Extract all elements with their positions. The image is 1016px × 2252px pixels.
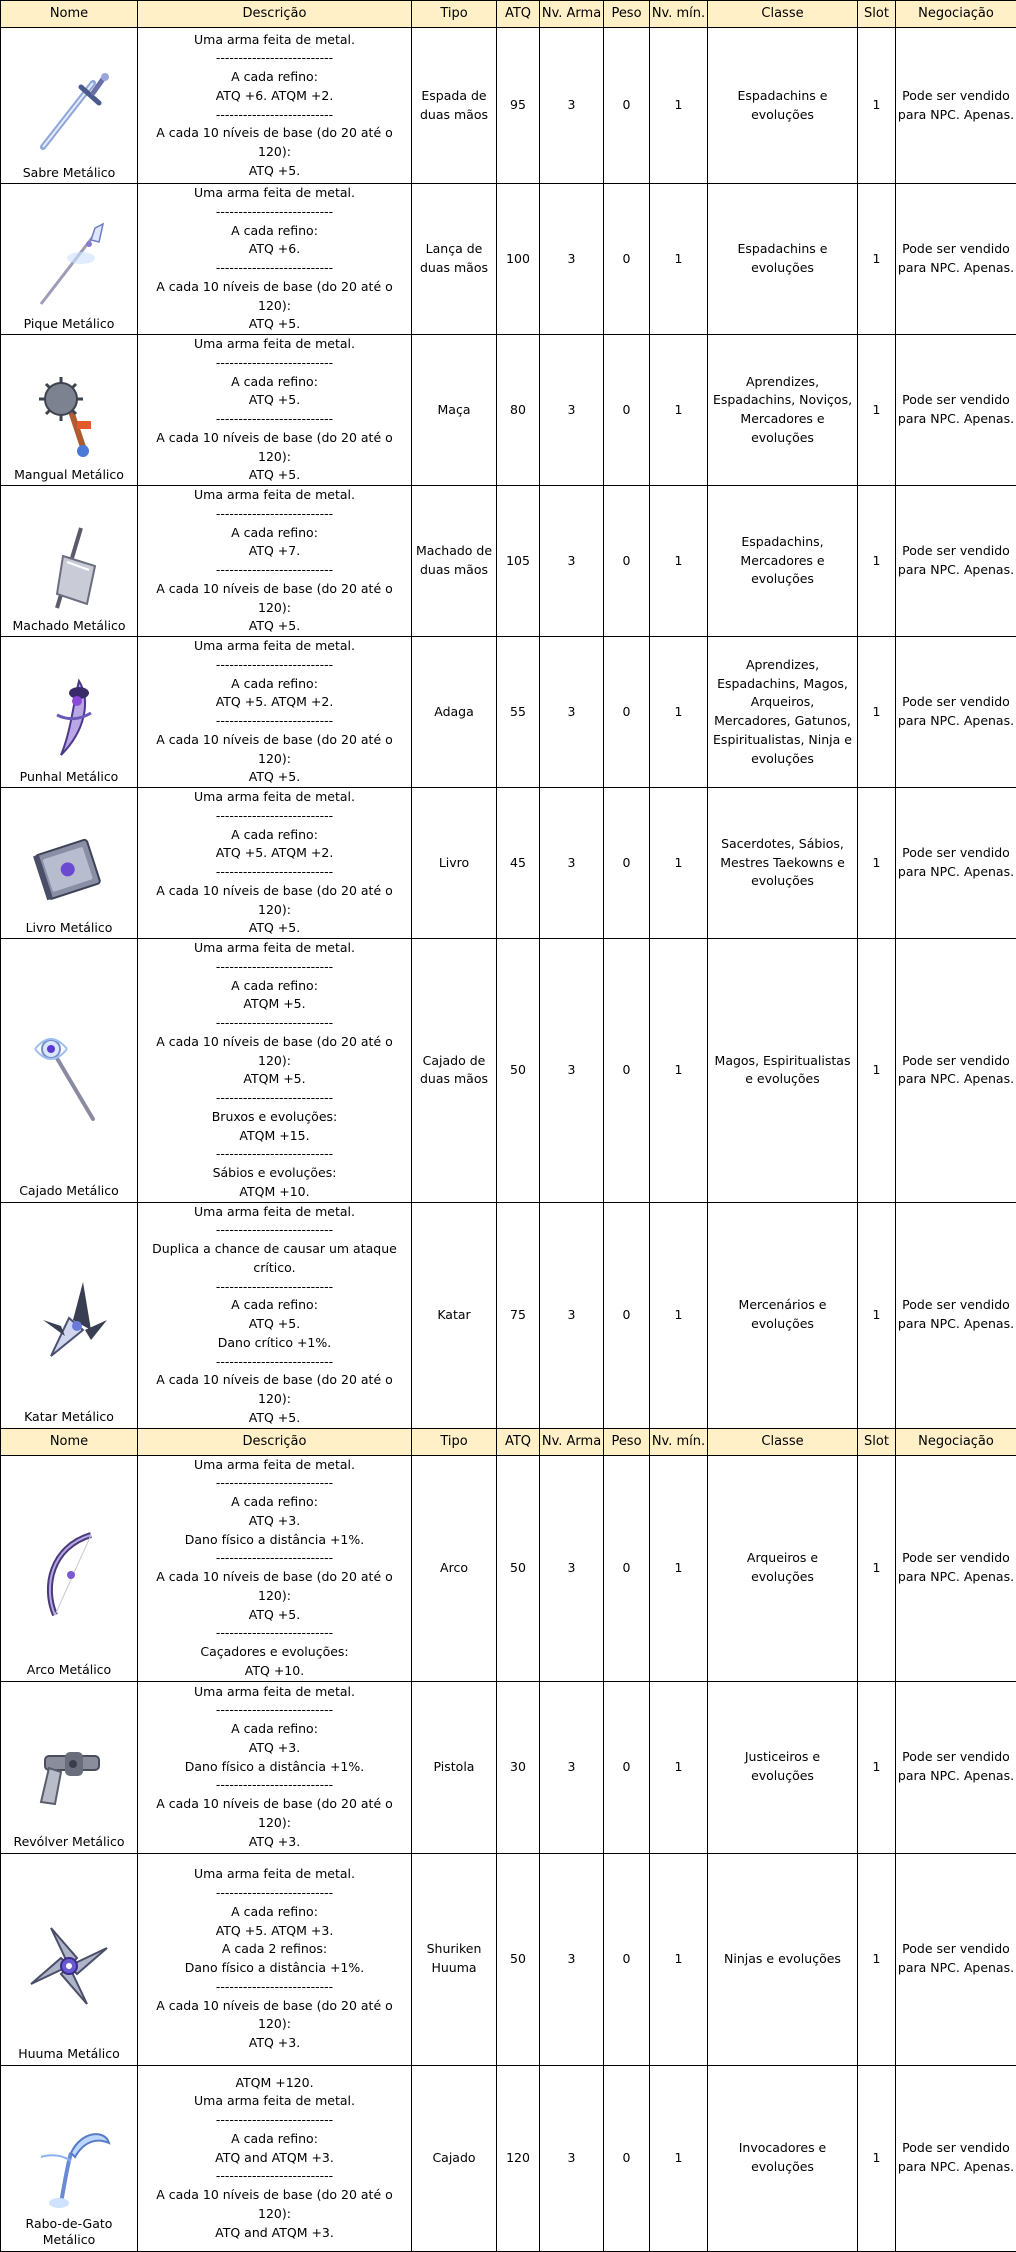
item-name-cell [1, 1455, 138, 1681]
item-description-cell [138, 1681, 412, 1853]
header-row [1, 1, 1016, 28]
item-weight: 0 [604, 939, 650, 1203]
item-atk: 50 [497, 1455, 540, 1681]
item-class: Ninjas e evoluções [708, 1853, 858, 2065]
item-name: Revólver Metálico [1, 1834, 137, 1850]
header-trade: Negociação [896, 1428, 1016, 1455]
item-slot: 1 [858, 1681, 896, 1853]
item-name: Huuma Metálico [1, 2046, 137, 2062]
header-weight: Peso [604, 1428, 650, 1455]
item-row [1, 637, 1016, 788]
item-trade: Pode ser vendido para NPC. Apenas. [896, 335, 1016, 486]
item-slot: 1 [858, 1853, 896, 2065]
item-description: Uma arma feita de metal. -------------------------- Duplica a chance de causar um ataque crítico. -------------------------- A cada refino: ATQ +5. Dano crítico +1%. -------------------------- A cada 10 níveis de base (do 20 até o 120): ATQ +5. [138, 1203, 411, 1428]
item-name-cell [1, 1681, 138, 1853]
item-trade: Pode ser vendido para NPC. Apenas. [896, 637, 1016, 788]
item-description-cell [138, 335, 412, 486]
item-min-level: 1 [650, 939, 708, 1203]
item-description-cell [138, 637, 412, 788]
item-row [1, 939, 1016, 1203]
item-trade: Pode ser vendido para NPC. Apenas. [896, 1853, 1016, 2065]
item-min-level: 1 [650, 788, 708, 939]
item-class: Invocadores e evoluções [708, 2065, 858, 2251]
item-type: Cajado [412, 2065, 497, 2251]
item-row [1, 2065, 1016, 2251]
header-class: Classe [708, 1, 858, 28]
staff-icon [21, 1029, 117, 1125]
item-name-cell [1, 2065, 138, 2251]
header-atk: ATQ [497, 1, 540, 28]
item-description: Uma arma feita de metal. -------------------------- A cada refino: ATQ +3. Dano físico a distância +1%. -------------------------- A cada 10 níveis de base (do 20 até o 120): ATQ +3. [138, 1683, 411, 1852]
item-weapon-level: 3 [540, 1853, 604, 2065]
item-weapon-level: 3 [540, 939, 604, 1203]
item-atk: 50 [497, 1853, 540, 2065]
revolver-icon [21, 1726, 117, 1822]
item-slot: 1 [858, 184, 896, 335]
item-min-level: 1 [650, 1455, 708, 1681]
item-description: Uma arma feita de metal. -------------------------- A cada refino: ATQ +5. ATQM +2. -------------------------- A cada 10 níveis de base (do 20 até o 120): ATQ +5. [138, 637, 411, 787]
item-trade: Pode ser vendido para NPC. Apenas. [896, 1681, 1016, 1853]
item-trade: Pode ser vendido para NPC. Apenas. [896, 939, 1016, 1203]
item-name: Arco Metálico [1, 1662, 137, 1678]
item-weight: 0 [604, 1853, 650, 2065]
item-weapon-level: 3 [540, 486, 604, 637]
item-class: Justiceiros e evoluções [708, 1681, 858, 1853]
item-row [1, 1681, 1016, 1853]
item-class: Espadachins, Mercadores e evoluções [708, 486, 858, 637]
item-description: Uma arma feita de metal. -------------------------- A cada refino: ATQM +5. -------------------------- A cada 10 níveis de base (do 20 até o 120): ATQM +5. -------------------------- Bruxos e evoluções: ATQM +15. -------------------------- Sábios e evoluções: ATQM +10. [138, 939, 411, 1202]
item-weapon-level: 3 [540, 28, 604, 184]
item-trade: Pode ser vendido para NPC. Apenas. [896, 1202, 1016, 1428]
item-name: Katar Metálico [1, 1409, 137, 1425]
header-row [1, 1428, 1016, 1455]
item-min-level: 1 [650, 486, 708, 637]
item-type: Arco [412, 1455, 497, 1681]
header-slot: Slot [858, 1428, 896, 1455]
item-slot: 1 [858, 637, 896, 788]
item-name: Mangual Metálico [1, 467, 137, 483]
item-class: Aprendizes, Espadachins, Magos, Arqueiros, Mercadores, Gatunos, Espiritualistas, Ninja e evoluções [708, 637, 858, 788]
item-weight: 0 [604, 637, 650, 788]
item-slot: 1 [858, 1202, 896, 1428]
item-name-cell [1, 184, 138, 335]
item-name: Cajado Metálico [1, 1183, 137, 1199]
item-name: Punhal Metálico [1, 769, 137, 785]
item-atk: 75 [497, 1202, 540, 1428]
header-name: Nome [1, 1, 138, 28]
item-weapon-level: 3 [540, 1681, 604, 1853]
dagger-icon [21, 671, 117, 767]
mace-icon [21, 369, 117, 465]
item-description-cell [138, 788, 412, 939]
item-trade: Pode ser vendido para NPC. Apenas. [896, 184, 1016, 335]
item-weight: 0 [604, 1455, 650, 1681]
item-type: Maça [412, 335, 497, 486]
item-name-cell [1, 1202, 138, 1428]
header-desc: Descrição [138, 1, 412, 28]
item-weapon-level: 3 [540, 335, 604, 486]
axe-icon [21, 520, 117, 616]
item-atk: 55 [497, 637, 540, 788]
item-min-level: 1 [650, 28, 708, 184]
item-min-level: 1 [650, 184, 708, 335]
item-trade: Pode ser vendido para NPC. Apenas. [896, 1455, 1016, 1681]
cat-tail-staff-icon [21, 2117, 117, 2213]
item-class: Mercenários e evoluções [708, 1202, 858, 1428]
item-name-cell [1, 28, 138, 184]
item-row [1, 28, 1016, 184]
item-class: Espadachins e evoluções [708, 28, 858, 184]
header-type: Tipo [412, 1428, 497, 1455]
item-weight: 0 [604, 2065, 650, 2251]
header-type: Tipo [412, 1, 497, 28]
item-weapon-level: 3 [540, 1202, 604, 1428]
item-min-level: 1 [650, 1202, 708, 1428]
item-name: Livro Metálico [1, 920, 137, 936]
item-trade: Pode ser vendido para NPC. Apenas. [896, 28, 1016, 184]
item-min-level: 1 [650, 335, 708, 486]
item-description-cell [138, 1455, 412, 1681]
item-row [1, 1853, 1016, 2065]
header-slot: Slot [858, 1, 896, 28]
item-weight: 0 [604, 1202, 650, 1428]
item-description-cell [138, 184, 412, 335]
item-min-level: 1 [650, 2065, 708, 2251]
item-name-cell [1, 939, 138, 1203]
item-slot: 1 [858, 28, 896, 184]
item-weapon-level: 3 [540, 788, 604, 939]
item-name: Machado Metálico [1, 618, 137, 634]
item-min-level: 1 [650, 1853, 708, 2065]
item-row [1, 1455, 1016, 1681]
item-class: Espadachins e evoluções [708, 184, 858, 335]
item-row [1, 335, 1016, 486]
item-class: Sacerdotes, Sábios, Mestres Taekowns e evoluções [708, 788, 858, 939]
item-atk: 100 [497, 184, 540, 335]
header-weapon-level: Nv. Arma [540, 1428, 604, 1455]
item-type: Shuriken Huuma [412, 1853, 497, 2065]
item-description: Uma arma feita de metal. -------------------------- A cada refino: ATQ +7. -------------------------- A cada 10 níveis de base (do 20 até o 120): ATQ +5. [138, 486, 411, 636]
item-description: ATQM +120. Uma arma feita de metal. -------------------------- A cada refino: ATQ and ATQM +3. -------------------------- A cada 10 níveis de base (do 20 até o 120): ATQ and ATQM +3. [138, 2074, 411, 2243]
item-weight: 0 [604, 28, 650, 184]
shuriken-icon [21, 1918, 117, 2014]
item-slot: 1 [858, 486, 896, 637]
item-type: Cajado de duas mãos [412, 939, 497, 1203]
header-atk: ATQ [497, 1428, 540, 1455]
two-handed-sword-icon [21, 65, 117, 161]
item-slot: 1 [858, 788, 896, 939]
item-type: Lança de duas mãos [412, 184, 497, 335]
item-description: Uma arma feita de metal. -------------------------- A cada refino: ATQ +5. ATQM +3. A cada 2 refinos: Dano físico a distância +1%. -------------------------- A cada 10 níveis de base (do 20 até o 120): ATQ +3. [138, 1865, 411, 2053]
item-description: Uma arma feita de metal. -------------------------- A cada refino: ATQ +5. ATQM +2. -------------------------- A cada 10 níveis de base (do 20 até o 120): ATQ +5. [138, 788, 411, 938]
item-type: Adaga [412, 637, 497, 788]
item-slot: 1 [858, 939, 896, 1203]
item-description-cell [138, 1202, 412, 1428]
item-name: Rabo-de-Gato Metálico [1, 2216, 137, 2249]
item-name: Pique Metálico [1, 316, 137, 332]
item-weapon-level: 3 [540, 1455, 604, 1681]
item-trade: Pode ser vendido para NPC. Apenas. [896, 788, 1016, 939]
item-trade: Pode ser vendido para NPC. Apenas. [896, 486, 1016, 637]
header-min-level: Nv. mín. [650, 1428, 708, 1455]
item-name-cell [1, 788, 138, 939]
bow-icon [21, 1527, 117, 1623]
item-name-cell [1, 637, 138, 788]
item-description-cell [138, 2065, 412, 2251]
item-type: Pistola [412, 1681, 497, 1853]
item-name-cell [1, 1853, 138, 2065]
header-class: Classe [708, 1428, 858, 1455]
item-atk: 120 [497, 2065, 540, 2251]
item-description: Uma arma feita de metal. -------------------------- A cada refino: ATQ +3. Dano físico a distância +1%. -------------------------- A cada 10 níveis de base (do 20 até o 120): ATQ +5. -------------------------- Caçadores e evoluções: ATQ +10. [138, 1456, 411, 1681]
item-name: Sabre Metálico [1, 165, 137, 181]
item-description: Uma arma feita de metal. -------------------------- A cada refino: ATQ +6. -------------------------- A cada 10 níveis de base (do 20 até o 120): ATQ +5. [138, 184, 411, 334]
item-atk: 45 [497, 788, 540, 939]
item-class: Arqueiros e evoluções [708, 1455, 858, 1681]
item-type: Espada de duas mãos [412, 28, 497, 184]
item-type: Machado de duas mãos [412, 486, 497, 637]
book-icon [21, 822, 117, 918]
item-row [1, 1202, 1016, 1428]
item-class: Aprendizes, Espadachins, Noviços, Mercadores e evoluções [708, 335, 858, 486]
item-name-cell [1, 335, 138, 486]
item-row [1, 486, 1016, 637]
item-row [1, 788, 1016, 939]
item-min-level: 1 [650, 637, 708, 788]
item-description-cell [138, 939, 412, 1203]
item-type: Katar [412, 1202, 497, 1428]
header-weapon-level: Nv. Arma [540, 1, 604, 28]
item-description: Uma arma feita de metal. -------------------------- A cada refino: ATQ +5. -------------------------- A cada 10 níveis de base (do 20 até o 120): ATQ +5. [138, 335, 411, 485]
item-weight: 0 [604, 1681, 650, 1853]
item-description-cell [138, 1853, 412, 2065]
item-atk: 95 [497, 28, 540, 184]
item-trade: Pode ser vendido para NPC. Apenas. [896, 2065, 1016, 2251]
item-min-level: 1 [650, 1681, 708, 1853]
item-weapon-level: 3 [540, 184, 604, 335]
item-slot: 1 [858, 1455, 896, 1681]
katar-icon [21, 1274, 117, 1370]
item-slot: 1 [858, 335, 896, 486]
item-weight: 0 [604, 335, 650, 486]
item-atk: 105 [497, 486, 540, 637]
item-atk: 50 [497, 939, 540, 1203]
item-description-cell [138, 28, 412, 184]
item-description-cell [138, 486, 412, 637]
item-slot: 1 [858, 2065, 896, 2251]
header-weight: Peso [604, 1, 650, 28]
item-weapon-level: 3 [540, 637, 604, 788]
item-weight: 0 [604, 788, 650, 939]
item-atk: 30 [497, 1681, 540, 1853]
item-description: Uma arma feita de metal. -------------------------- A cada refino: ATQ +6. ATQM +2. -------------------------- A cada 10 níveis de base (do 20 até o 120): ATQ +5. [138, 31, 411, 181]
item-weight: 0 [604, 486, 650, 637]
item-weight: 0 [604, 184, 650, 335]
item-row [1, 184, 1016, 335]
item-class: Magos, Espiritualistas e evoluções [708, 939, 858, 1203]
item-atk: 80 [497, 335, 540, 486]
item-weapon-level: 3 [540, 2065, 604, 2251]
item-type: Livro [412, 788, 497, 939]
item-name-cell [1, 486, 138, 637]
spear-icon [21, 218, 117, 314]
header-trade: Negociação [896, 1, 1016, 28]
header-min-level: Nv. mín. [650, 1, 708, 28]
header-desc: Descrição [138, 1428, 412, 1455]
header-name: Nome [1, 1428, 138, 1455]
